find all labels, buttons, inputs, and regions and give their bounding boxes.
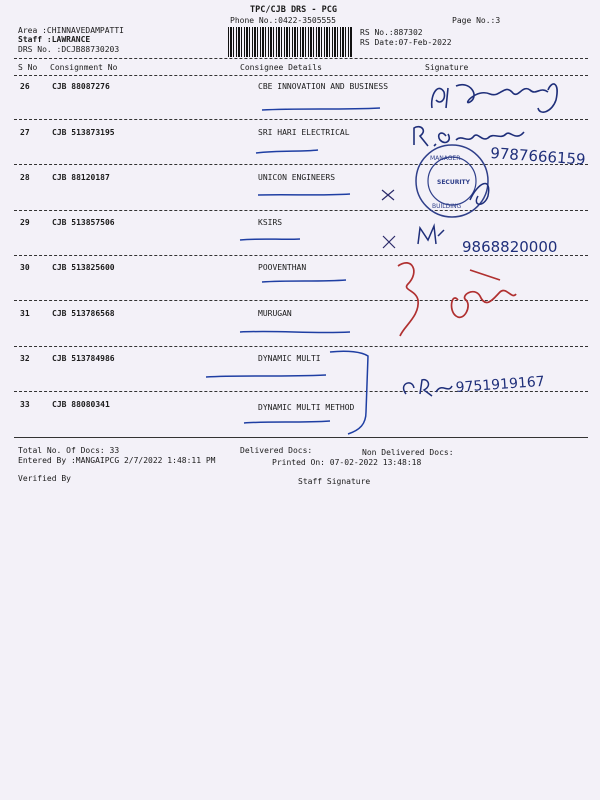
row-consignee: UNICON ENGINEERS (258, 173, 336, 182)
signature-row-27 (414, 127, 524, 146)
row-sno: 28 (20, 173, 30, 182)
row-sno: 31 (20, 309, 30, 318)
row-consignee: DYNAMIC MULTI METHOD (258, 403, 355, 412)
phone-number: Phone No.:0422-3505555 (230, 16, 336, 25)
staff-field: Staff :LAWRANCE (18, 35, 91, 44)
ink-stroke-row-31 (240, 331, 350, 332)
handwritten-phone-row-29: 9868820000 (462, 238, 558, 256)
row-consignment: CJB 513857506 (52, 218, 115, 227)
stamp-text-mid: SECURITY (437, 179, 470, 186)
entered-by: Entered By :MANGAIPCG 2/7/2022 1:48:11 PM (18, 456, 216, 465)
signature-row-32 (404, 380, 452, 396)
row-consignee: MURUGAN (258, 309, 292, 318)
ink-stroke-row-30 (262, 280, 346, 282)
row-consignee: POOVENTHAN (258, 263, 307, 272)
row-consignee: DYNAMIC MULTI (258, 354, 321, 363)
ink-stroke-row-32 (206, 375, 326, 377)
row-consignment: CJB 513825600 (52, 263, 115, 272)
row-sno: 33 (20, 400, 30, 409)
col-consignment: Consignment No (50, 63, 118, 72)
staff-signature-label: Staff Signature (298, 477, 371, 486)
col-sno: S No (18, 63, 38, 72)
row-consignee: CBE INNOVATION AND BUSINESS (258, 82, 389, 91)
non-delivered-docs: Non Delivered Docs: (362, 448, 454, 457)
delivered-docs: Delivered Docs: (240, 446, 313, 455)
total-docs: Total No. Of Docs: 33 (18, 446, 120, 455)
row-sno: 29 (20, 218, 30, 227)
row-consignment: CJB 513786568 (52, 309, 115, 318)
stamp-text-top: MANAGER (430, 155, 461, 162)
page-number: Page No.:3 (452, 16, 501, 25)
row-consignment: CJB 513784986 (52, 354, 115, 363)
stamp-text-bottom: BUILDING (432, 203, 462, 210)
ink-stroke-row-26 (262, 108, 380, 110)
row-sno: 26 (20, 82, 30, 91)
document-title: TPC/CJB DRS - PCG (250, 5, 337, 15)
signature-row-29 (418, 226, 444, 244)
drs-number: DRS No. :DCJB88730203 (18, 45, 120, 54)
row-consignment: CJB 88087276 (52, 82, 110, 91)
row-consignment: CJB 513873195 (52, 128, 115, 137)
row-consignment: CJB 88080341 (52, 400, 110, 409)
rs-date: RS Date:07-Feb-2022 (360, 38, 452, 47)
row-consignee: KSIRS (258, 218, 283, 227)
red-signature-rows-30-31 (398, 263, 516, 336)
printed-on: Printed On: 07-02-2022 13:48:18 (272, 458, 422, 467)
signature-row-26 (432, 84, 557, 112)
row-sno: 32 (20, 354, 30, 363)
ink-bracket-rows-32-33 (330, 351, 368, 434)
handwritten-phone-row-32: 9751919167 (455, 373, 546, 396)
ink-stroke-row-27 (256, 150, 318, 153)
ink-stroke-row-33 (244, 421, 330, 423)
col-signature: Signature (425, 63, 469, 72)
row-sno: 30 (20, 263, 30, 272)
area-field: Area :CHINNAVEDAMPATTI (18, 26, 124, 35)
cross-mark-row-28 (382, 190, 394, 200)
row-sno: 27 (20, 128, 30, 137)
ink-stroke-row-29 (240, 239, 300, 240)
row-consignee: SRI HARI ELECTRICAL (258, 128, 350, 137)
ink-stroke-row-28 (258, 194, 350, 195)
handwritten-phone-row-27: 9787666159 (489, 144, 587, 169)
security-stamp (416, 145, 488, 217)
cross-mark-row-29 (383, 236, 395, 248)
verified-by: Verified By (18, 474, 71, 483)
rs-number: RS No.:887302 (360, 28, 423, 37)
row-consignment: CJB 88120187 (52, 173, 110, 182)
col-consignee: Consignee Details (240, 63, 322, 72)
